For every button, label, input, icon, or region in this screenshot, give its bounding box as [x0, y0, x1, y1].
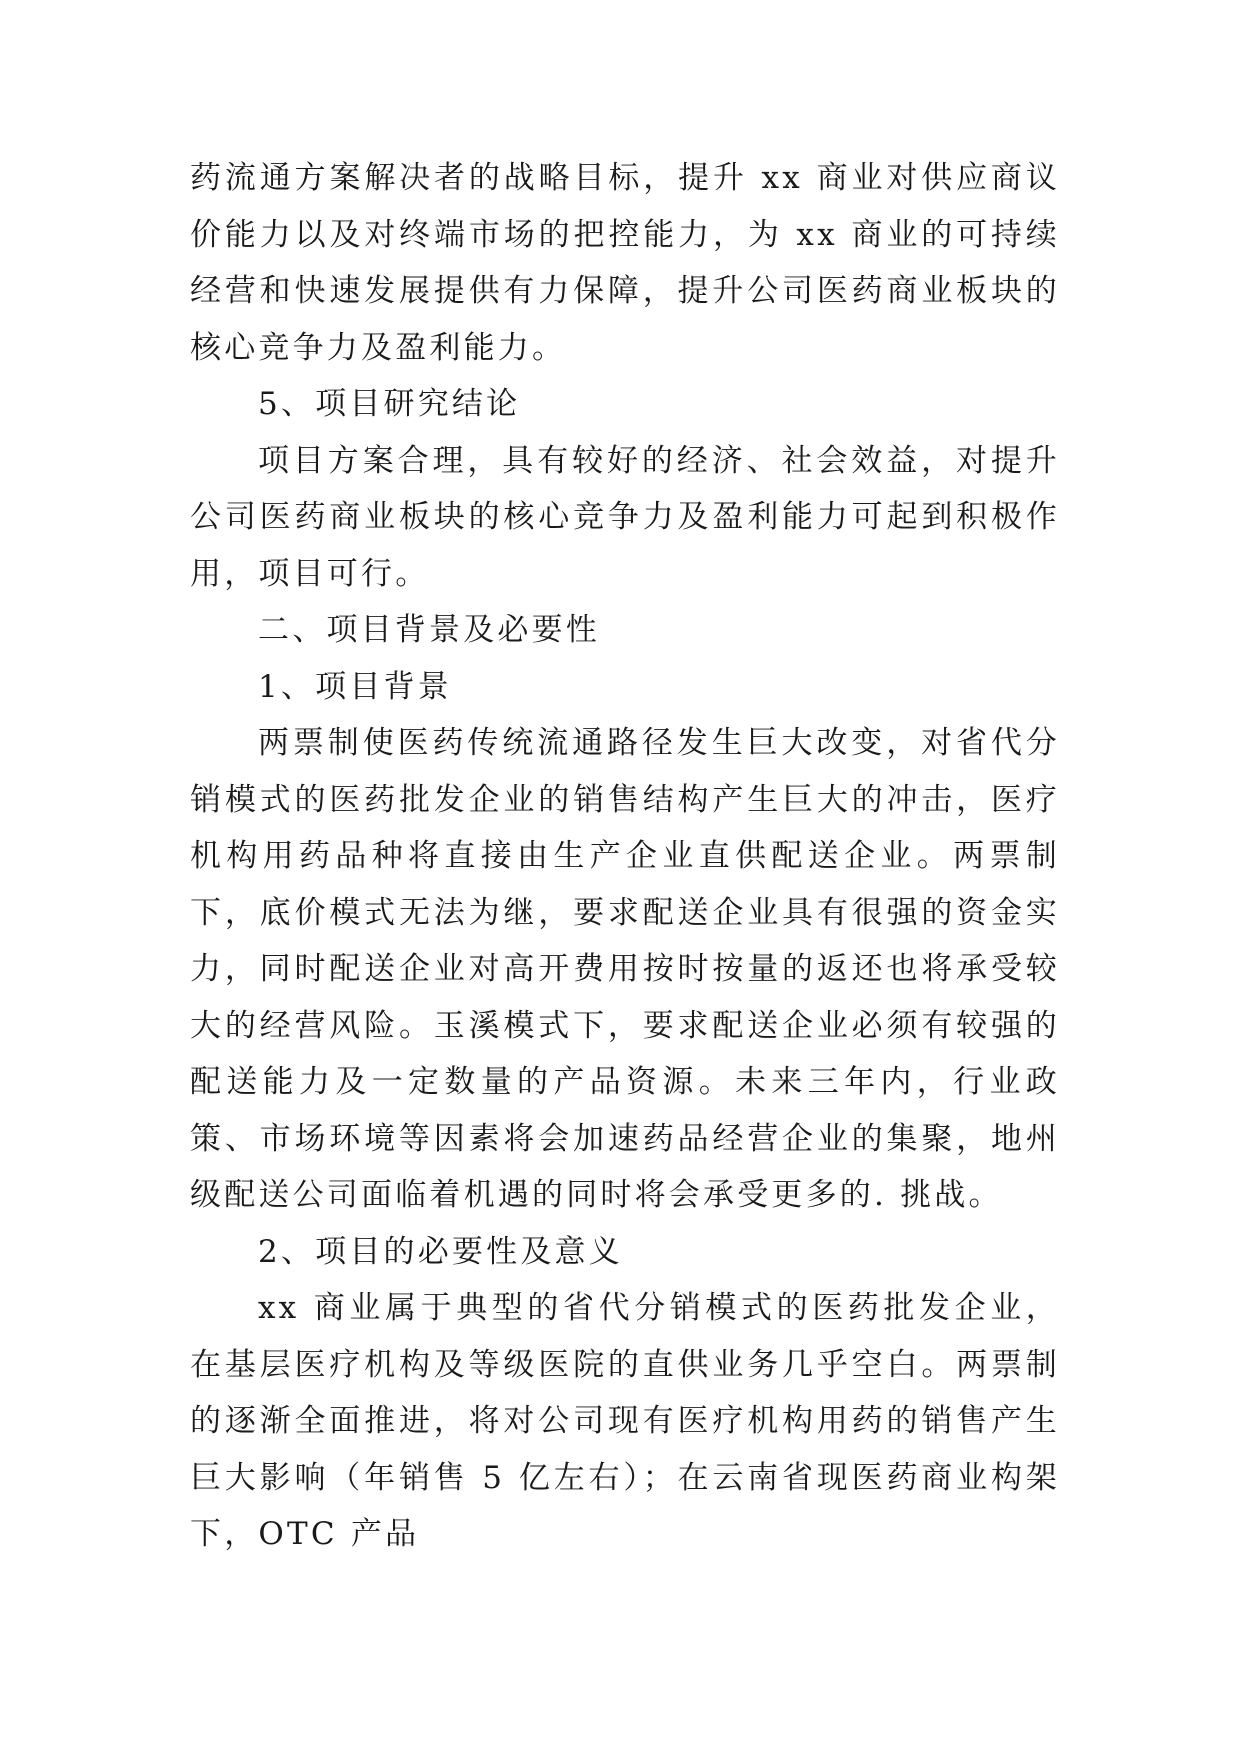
paragraph-necessity: xx 商业属于典型的省代分销模式的医药批发企业，在基层医疗机构及等级医院的直供业务几乎空白。两票制的逐渐全面推进，将对公司现有医疗机构用药的销售产生巨大影响（年销售 5 亿左右）；在云南省现医药商业构架下，OTC 产品	[190, 1290, 1060, 1552]
section-heading-conclusion: 5、项目研究结论	[258, 386, 521, 422]
chapter-heading-background: 二、项目背景及必要性	[258, 612, 600, 648]
section-heading-background: 1、项目背景	[258, 668, 452, 705]
paragraph-background: 两票制使医药传统流通路径发生巨大改变，对省代分销模式的医药批发企业的销售结构产生巨大的冲击，医疗机构用药品种将直接由生产企业直供配送企业。两票制下，底价模式无法为继，要求配送企业具有很强的资金实力，同时配送企业对高开费用按时按量的返还也将承受较大的经营风险。玉溪模式下，要求配送企业必须有较强的配送能力及一定数量的产品资源。未来三年内，行业政策、市场环境等因素将会加速药品经营企业的集聚，地州级配送公司面临着机遇的同时将会承受更多的. 挑战。	[190, 725, 1060, 1213]
document-body	[190, 150, 1060, 1563]
paragraph-conclusion: 项目方案合理，具有较好的经济、社会效益，对提升公司医药商业板块的核心竞争力及盈利能力可起到积极作用，项目可行。	[190, 442, 1060, 592]
section-heading-necessity: 2、项目的必要性及意义	[258, 1233, 623, 1270]
paragraph-continued: 药流通方案解决者的战略目标，提升 xx 商业对供应商议价能力以及对终端市场的把控能力，为 xx 商业的可持续经营和快速发展提供有力保障，提升公司医药商业板块的核心竞争力及盈利能力。	[190, 160, 1060, 366]
